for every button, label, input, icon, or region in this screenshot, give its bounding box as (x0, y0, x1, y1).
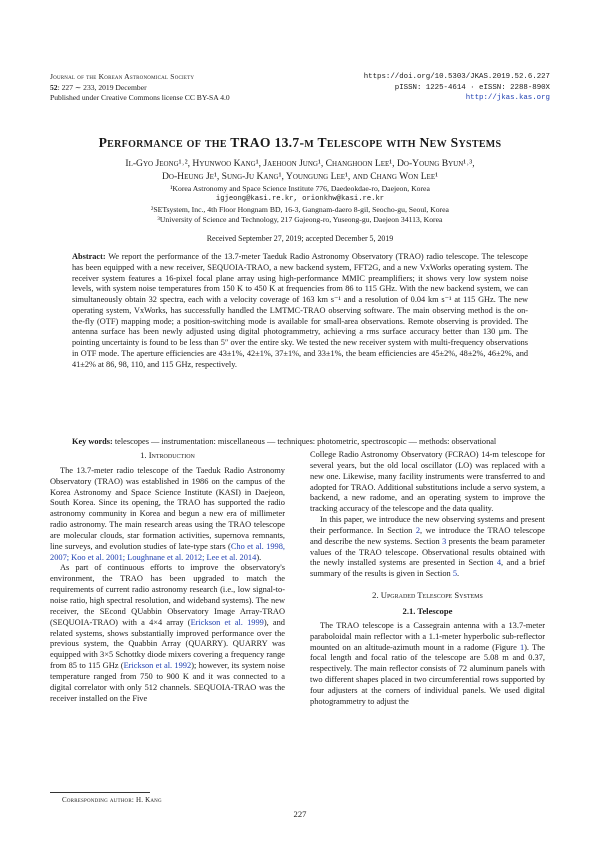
intro-p4-text: , and a brief summary of the results is given in Section (310, 558, 545, 579)
telescope-paragraph (310, 621, 545, 708)
citation-link[interactable]: Erickson et al. 1992 (123, 661, 192, 671)
intro-p2-text: As part of continuous efforts to improve the observatory's environment, the TRAO has been upgraded to match the requirements of current radio astronomy research (i.e., low signal-to-noise ratio, high spectral resolution, and wideband systems). The new receiver, the SEcond QUabbin Observatory Image Array-TRAO (SEQUOIA-TRAO) with a 4×4 array ( (50, 563, 285, 627)
volume-pages: : 227 ∼ 233, 2019 December (57, 82, 147, 92)
volume-number: 52 (50, 82, 58, 92)
author-line-1: Il-Gyo Jeong¹˒², Hyunwoo Kang¹, Jaehoon Jung¹, Changhoon Lee¹, Do-Young Byun¹˒³, (125, 158, 475, 169)
received-dates: Received September 27, 2019; accepted December 5, 2019 (206, 234, 394, 243)
subsection-heading-telescope: 2.1. Telescope (402, 605, 453, 616)
keywords-label: Key words: (72, 437, 113, 446)
abstract-block (72, 252, 528, 370)
intro-paragraph-3: College Radio Astronomy Observatory (FCRAO) 14-m telescope for several years, but the old local oscillator (LO) was replaced with a new one. Likewise, many facility instruments were transferred to and adopted for TRAO. Additional substitutions include a servo system, a backend, a new radome, and an operating system to improve the tracking accuracy of the telescope and the data quality. (310, 450, 545, 514)
intro-p4-text: In this paper, we introduce the new observing systems and present their performance. In Section (310, 515, 545, 535)
citation-link[interactable]: Cho et al. 1998, 2007; Koo et al. 2001; Loughnane et al. 2012; Lee et al. 2014 (50, 541, 285, 562)
doi-link[interactable]: https://doi.org/10.5303/JKAS.2019.52.6.227 (363, 73, 550, 81)
section-heading-upgraded-systems: 2. Upgraded Telescope Systems (372, 590, 483, 601)
figure-link[interactable]: 1 (519, 642, 525, 652)
section-link[interactable]: 4 (496, 558, 502, 568)
author-line-2: Do-Heung Je¹, Sung-Ju Kang¹, Youngung Lee¹, and Chang Won Lee¹ (162, 171, 438, 182)
telescope-text: ). The focal length and focal ratio of the telescope are 5.08 m and 0.37, respectively. The main reflector consists of 72 aluminum panels with two different shapes placed in two circumferential rows supported by four adjusters at the corners of individual panels. We used digital photogrammetry to adjust the (310, 642, 545, 706)
volume-info (50, 83, 230, 94)
right-column (310, 450, 545, 708)
journal-header (50, 72, 230, 104)
issn-text: pISSN: 1225-4614 · eISSN: 2288-890X (394, 83, 550, 92)
left-column (50, 450, 285, 704)
affiliation-1: ¹Korea Astronomy and Space Science Institute 776, Daedeokdae-ro, Daejeon, Korea (170, 184, 430, 193)
intro-p2-text: ), and related systems, shows substantially improved performance over the previous system, the Quabbin Array (QUARRY). QUARRY was equipped with 3×5 Schottky diode mixers covering a frequency range from 85 to 115 GHz ( (50, 617, 285, 671)
abstract-label: Abstract: (72, 252, 106, 261)
abstract-text: We report the performance of the 13.7-meter Taeduk Radio Astronomy Observatory (TRAO) radio telescope. The telescope has been equipped with a new receiver, SEQUOIA-TRAO, a new backend system, FFT2G, and a new VxWorks operating system. The receiver system features a 16-pixel focal plane array using high-performance MMIC preamplifiers; it shows very low system noise levels, with system noise temperatures from 150 K to 450 K at frequencies from 86 to 115 GHz. With the new backend system, we can simultaneously obtain 32 spectra, each with a velocity coverage of 163 km s⁻¹ and a resolution of 0.04 km s⁻¹ at 115 GHz. The new operating system, VxWorks, has successfully handled the LMTMC-TRAO observing software. The main observing method is the on-the-fly (OTF) mapping mode; a position-switching mode is available for small-area observations. Remote observing is provided. The antenna surface has been newly adjusted using digital photogrammetry, achieving a rms surface accuracy better than 130 μm. The pointing uncertainty is found to be less than 5″ over the entire sky. We tested the new receiver system with multi-frequency observations in OTF mode. The aperture efficiencies are 43±1%, 42±1%, 37±1%, and 33±1%, the beam efficiencies are 45±2%, 48±2%, 46±2%, and 41±2% at 86, 98, 110, and 115 GHz, respectively. (72, 252, 528, 369)
author-emails: igjeong@kasi.re.kr, orionkhw@kasi.re.kr (215, 195, 385, 204)
section-link[interactable]: 5 (452, 569, 458, 579)
intro-paragraph-1 (50, 466, 285, 564)
intro-p1-text: The 13.7-meter radio telescope of the Taeduk Radio Astronomy Observatory (TRAO) was established in 1986 on the campus of the Korea Astronomy and Space Science Institute (KASI) in Daejeon, South Korea. Since its opening, the TRAO has supported the radio astronomy community in Korea and begun a new era of millimeter radio astronomy. The main research areas using the TRAO telescope are molecular clouds, star formation activities, supernova remnants, line surveys, and evolution studies of late-type stars ( (50, 465, 285, 551)
citation-link[interactable]: Erickson et al. 1999 (190, 617, 264, 627)
keywords-block (72, 437, 528, 448)
affiliation-2: ²SETsystem, Inc., 4th Floor Hongnam BD, 16-3, Gangnam-daero 8-gil, Seocho-gu, Seoul, Korea (151, 204, 449, 214)
journal-url-link[interactable]: http://jkas.kas.org (465, 94, 550, 103)
doi-header (364, 72, 550, 104)
affiliation-3: ³University of Science and Technology, 217 Gajeong-ro, Yuseong-gu, Daejeon 34113, Korea (157, 215, 443, 225)
intro-paragraph-2 (50, 563, 285, 704)
section-heading-introduction: 1. Introduction (140, 450, 195, 460)
corresponding-author-footnote: Corresponding author: H. Kang (62, 796, 162, 804)
intro-paragraph-4 (310, 515, 545, 580)
section-link[interactable]: 3 (442, 536, 447, 546)
author-list (60, 157, 540, 183)
keywords-text: telescopes — instrumentation: miscellaneous — techniques: photometric, spectroscopic — methods: observational (114, 437, 497, 446)
section-link[interactable]: 2 (415, 525, 421, 535)
intro-p4-text: , we introduce the TRAO telescope and describe the new systems. Section (310, 525, 545, 546)
intro-p2-text: ); however, its system noise temperature ranged from 750 to 900 K and it was connected to a digital correlator with only 512 channels. SEQUOIA-TRAO was the receiver installed on the Five (50, 661, 285, 703)
intro-p4-text: presents the beam parameter values of the TRAO telescope. Observational results obtained with the newly installed systems are presented in Section (310, 536, 545, 568)
telescope-text: The TRAO telescope is a Cassegrain antenna with a 13.7-meter paraboloidal main reflector with a 1.1-meter hyperbolic sub-reflector mounted on an altitude-azimuth mount in a radome (Figure (310, 620, 545, 652)
journal-name: Journal of the Korean Astronomical Society (50, 72, 195, 81)
footnote-rule (50, 792, 150, 793)
license-text: Published under Creative Commons license CC BY-SA 4.0 (50, 93, 230, 103)
page-number: 227 (293, 809, 307, 819)
intro-p4-text: . (457, 569, 460, 579)
intro-p1-end: ). (256, 552, 262, 562)
paper-title: Performance of the TRAO 13.7-m Telescope with New Systems (98, 135, 502, 150)
affiliations (40, 184, 560, 226)
